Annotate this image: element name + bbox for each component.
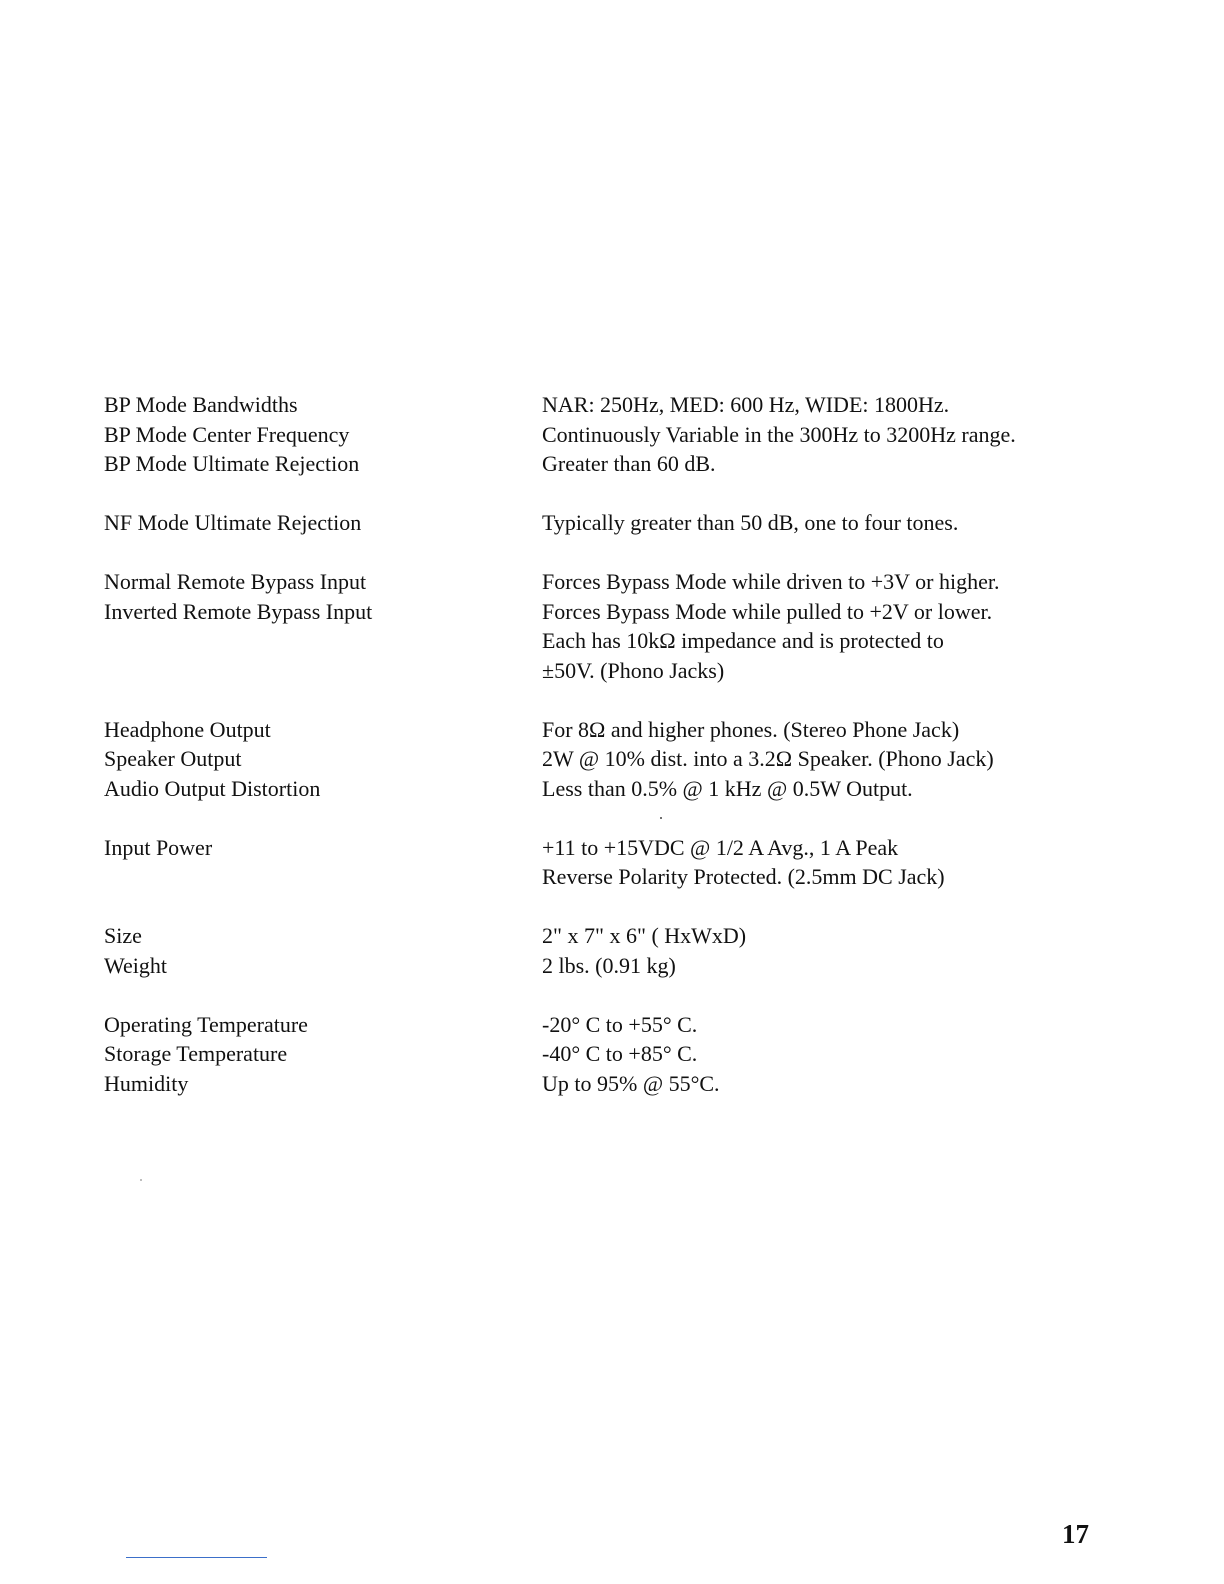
- spec-value-line: Less than 0.5% @ 1 kHz @ 0.5W Output.: [542, 776, 913, 802]
- spec-row: [104, 744, 1104, 774]
- spec-row: [104, 449, 1104, 479]
- spec-row: [104, 715, 1104, 745]
- spec-value-line: 2 lbs. (0.91 kg): [542, 952, 676, 978]
- spec-row: [104, 390, 1104, 420]
- spec-value-line: Forces Bypass Mode while pulled to +2V or lower.: [542, 598, 993, 624]
- spec-value-line: 2" x 7" x 6" ( HxWxD): [542, 923, 747, 949]
- spec-value: [542, 449, 1104, 479]
- spec-value: [542, 921, 1104, 951]
- spec-group-physical: [104, 921, 1104, 980]
- spec-group-power: [104, 833, 1104, 892]
- spec-value: [542, 597, 1104, 686]
- spec-value-line: -20° C to +55° C.: [542, 1011, 698, 1037]
- spec-label: Operating Temperature: [104, 1011, 308, 1037]
- spec-value: [542, 833, 1104, 892]
- spec-label: Humidity: [104, 1070, 189, 1096]
- spec-row: [104, 1069, 1104, 1099]
- spec-group-bandpass: [104, 390, 1104, 479]
- spec-label: Normal Remote Bypass Input: [104, 568, 367, 594]
- spec-label: Storage Temperature: [104, 1041, 288, 1067]
- spec-label: Input Power: [104, 834, 213, 860]
- spec-label: Size: [104, 923, 142, 949]
- spec-value-line: Continuously Variable in the 300Hz to 3200Hz range.: [542, 421, 1016, 447]
- spec-value-line: Typically greater than 50 dB, one to four tones.: [542, 510, 959, 536]
- scan-speck: [660, 817, 662, 819]
- spec-value: [542, 390, 1104, 420]
- spec-label: BP Mode Ultimate Rejection: [104, 451, 360, 477]
- spec-value: [542, 1010, 1104, 1040]
- spec-label: NF Mode Ultimate Rejection: [104, 510, 362, 536]
- spec-row: [104, 567, 1104, 597]
- spec-value-line: NAR: 250Hz, MED: 600 Hz, WIDE: 1800Hz.: [542, 392, 950, 417]
- spec-value-line: Reverse Polarity Protected. (2.5mm DC Jack): [542, 864, 945, 890]
- spec-group-audio-output: [104, 715, 1104, 804]
- spec-value-line: -40° C to +85° C.: [542, 1041, 698, 1067]
- spec-value: [542, 508, 1104, 538]
- spec-value: [542, 774, 1104, 804]
- spec-value-line: Up to 95% @ 55°C.: [542, 1070, 720, 1096]
- spec-row: [104, 508, 1104, 538]
- spec-row: [104, 833, 1104, 892]
- spec-label: BP Mode Center Frequency: [104, 421, 350, 447]
- spec-value: [542, 951, 1104, 981]
- spec-row: [104, 921, 1104, 951]
- spec-value-line: +11 to +15VDC @ 1/2 A Avg., 1 A Peak: [542, 834, 899, 860]
- spec-value: [542, 1069, 1104, 1099]
- spec-value-line: Greater than 60 dB.: [542, 451, 716, 477]
- footer-rule: [126, 1557, 267, 1558]
- spec-value-line: ±50V. (Phono Jacks): [542, 657, 725, 683]
- spec-label: Inverted Remote Bypass Input: [104, 598, 373, 624]
- spec-group-environmental: [104, 1010, 1104, 1099]
- spec-value: [542, 715, 1104, 745]
- spec-label: Audio Output Distortion: [104, 776, 321, 802]
- spec-row: [104, 951, 1104, 981]
- spec-value: [542, 567, 1104, 597]
- specifications-table: [104, 390, 1104, 1128]
- spec-label: Headphone Output: [104, 716, 271, 742]
- page-number: 17: [1062, 1519, 1089, 1549]
- spec-row: [104, 1039, 1104, 1069]
- spec-value-line: Forces Bypass Mode while driven to +3V or higher.: [542, 568, 1000, 594]
- spec-row: [104, 1010, 1104, 1040]
- spec-value-line: For 8Ω and higher phones. (Stereo Phone Jack): [542, 716, 960, 742]
- spec-label: Speaker Output: [104, 746, 242, 772]
- spec-label: BP Mode Bandwidths: [104, 392, 298, 417]
- spec-value: [542, 744, 1104, 774]
- spec-group-remote-bypass: [104, 567, 1104, 686]
- spec-row: [104, 420, 1104, 450]
- spec-value-line: 2W @ 10% dist. into a 3.2Ω Speaker. (Phono Jack): [542, 746, 994, 772]
- spec-group-notch: [104, 508, 1104, 538]
- spec-value: [542, 1039, 1104, 1069]
- spec-row: [104, 597, 1104, 686]
- spec-value: [542, 420, 1104, 450]
- scan-speck: [140, 1179, 142, 1181]
- spec-value-line: Each has 10kΩ impedance and is protected to: [542, 628, 944, 654]
- spec-label: Weight: [104, 952, 167, 978]
- spec-row: [104, 774, 1104, 804]
